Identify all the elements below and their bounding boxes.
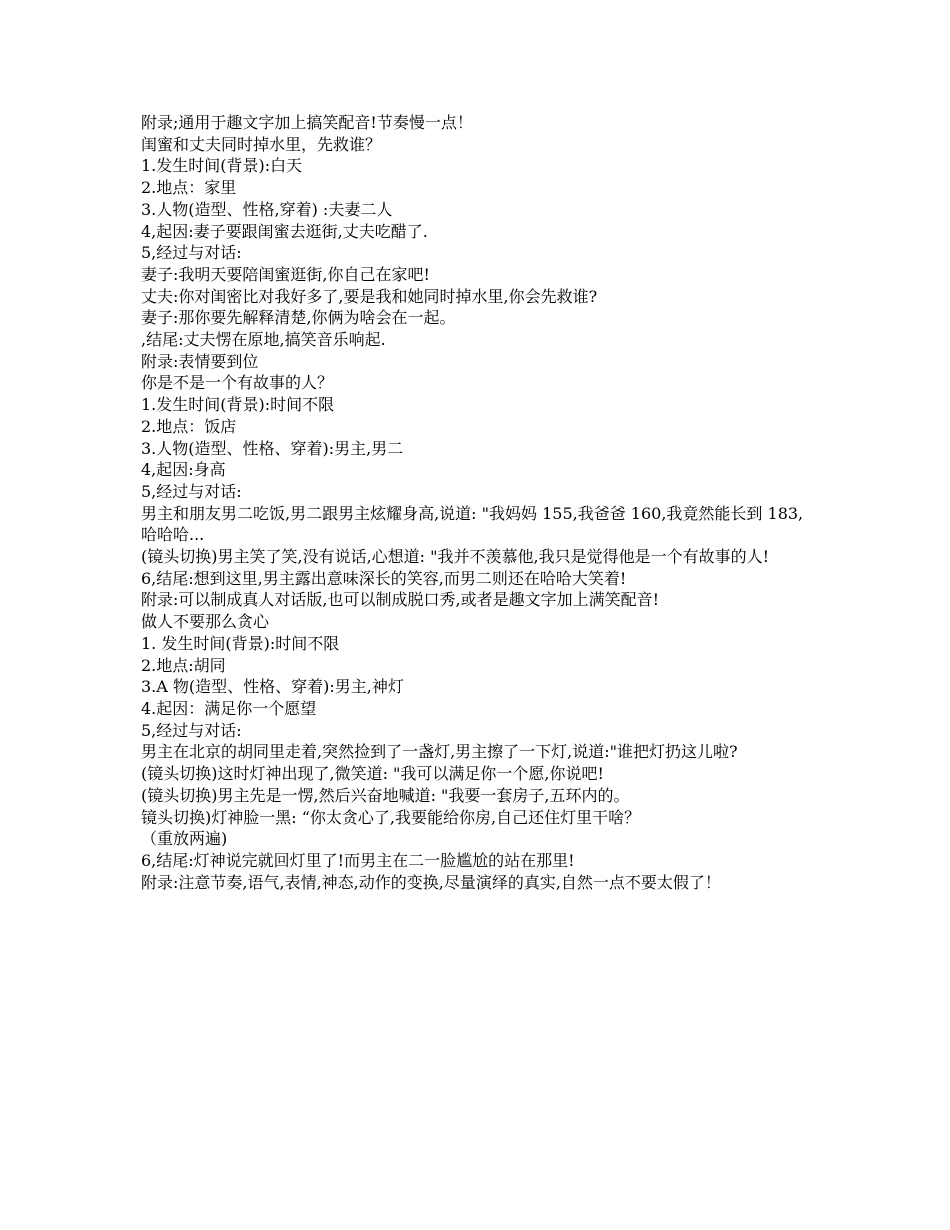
text-line: 附录:表情要到位	[141, 351, 259, 371]
text-line: 4.起因：满足你一个愿望	[141, 698, 317, 718]
text-line: 1. 发生时间(背景):时间不限	[141, 633, 340, 653]
text-line: （重放两遍)	[141, 829, 228, 849]
text-line: 5,经过与对话:	[141, 720, 242, 740]
text-line: 6,结尾:想到这里,男主露出意味深长的笑容,而男二则还在哈哈大笑着!	[141, 568, 627, 588]
text-line: 3.A 物(造型、性格、穿着):男主,神灯	[141, 677, 404, 697]
text-line: 1.发生时间(背景):白天	[141, 156, 303, 176]
text-line: 附录;通用于趣文字加上搞笑配音!节奏慢一点！	[141, 113, 473, 132]
text-line: 5,经过与对话:	[141, 243, 242, 263]
text-line: 附录:可以制成真人对话版,也可以制成脱口秀,或者是趣文字加上满笑配音!	[141, 590, 659, 610]
text-line: 3.人物(造型、性格,穿着) :夫妻二人	[141, 199, 393, 219]
dialogue-line: 男主和朋友男二吃饭,男二跟男主炫耀身高,说道: "我妈妈 155,我爸爸 160,我竟然能长到 183, 哈哈哈...	[141, 503, 804, 545]
text-line: 4,起因:妻子要跟闺蜜去逛街,丈夫吃醋了.	[141, 221, 428, 241]
dialogue-line: 妻子:我明天要陪闺蜜逛街,你自己在家吧!	[141, 264, 430, 284]
text-line: 2.地点:胡同	[141, 655, 226, 675]
dialogue-line: 丈夫:你对闺密比对我好多了,要是我和她同时掉水里,你会先救谁?	[141, 286, 598, 306]
text-line: ,结尾:丈夫愣在原地,搞笑音乐响起.	[141, 330, 386, 350]
dialogue-line: (镜头切换)男主先是一愣,然后兴奋地喊道: "我要一套房子,五环内的。	[141, 785, 630, 805]
dialogue-line: 妻子:那你要先解释清楚,你俩为啥会在一起。	[141, 308, 456, 328]
dialogue-line: 男主在北京的胡同里走着,突然捡到了一盏灯,男主擦了一下灯,说道:"谁把灯扔这儿啦?	[141, 742, 738, 762]
document-body	[141, 112, 806, 893]
section-title: 闺蜜和丈夫同时掉水里，先救谁？	[141, 134, 382, 154]
section-title: 你是不是一个有故事的人？	[141, 373, 334, 393]
text-line: 附录:注意节奏,语气,表情,神态,动作的变换,尽量演绎的真实,自然一点不要太假了！	[141, 872, 721, 892]
text-line: 4,起因:身高	[141, 460, 226, 480]
dialogue-line: (镜头切换)男主笑了笑,没有说话,心想道: "我并不羡慕他,我只是觉得他是一个有故事的人!	[141, 547, 770, 567]
text-line: 5,经过与对话:	[141, 481, 242, 501]
dialogue-line: (镜头切换)这时灯神出现了,微笑道: "我可以满足你一个愿,你说吧!	[141, 764, 604, 784]
section-title: 做人不要那么贪心	[141, 612, 270, 632]
text-line: 2.地点：家里	[141, 178, 237, 198]
text-line: 1.发生时间(背景):时间不限	[141, 395, 335, 415]
text-line: 6,结尾:灯神说完就回灯里了!而男主在二一脸尴尬的站在那里!	[141, 850, 575, 870]
text-line: 2.地点：饭店	[141, 416, 237, 436]
text-line: 3.人物(造型、性格、穿着):男主,男二	[141, 438, 404, 458]
dialogue-line: 镜头切换)灯神脸一黑: “你太贪心了,我要能给你房,自己还住灯里干啥？	[141, 807, 641, 827]
